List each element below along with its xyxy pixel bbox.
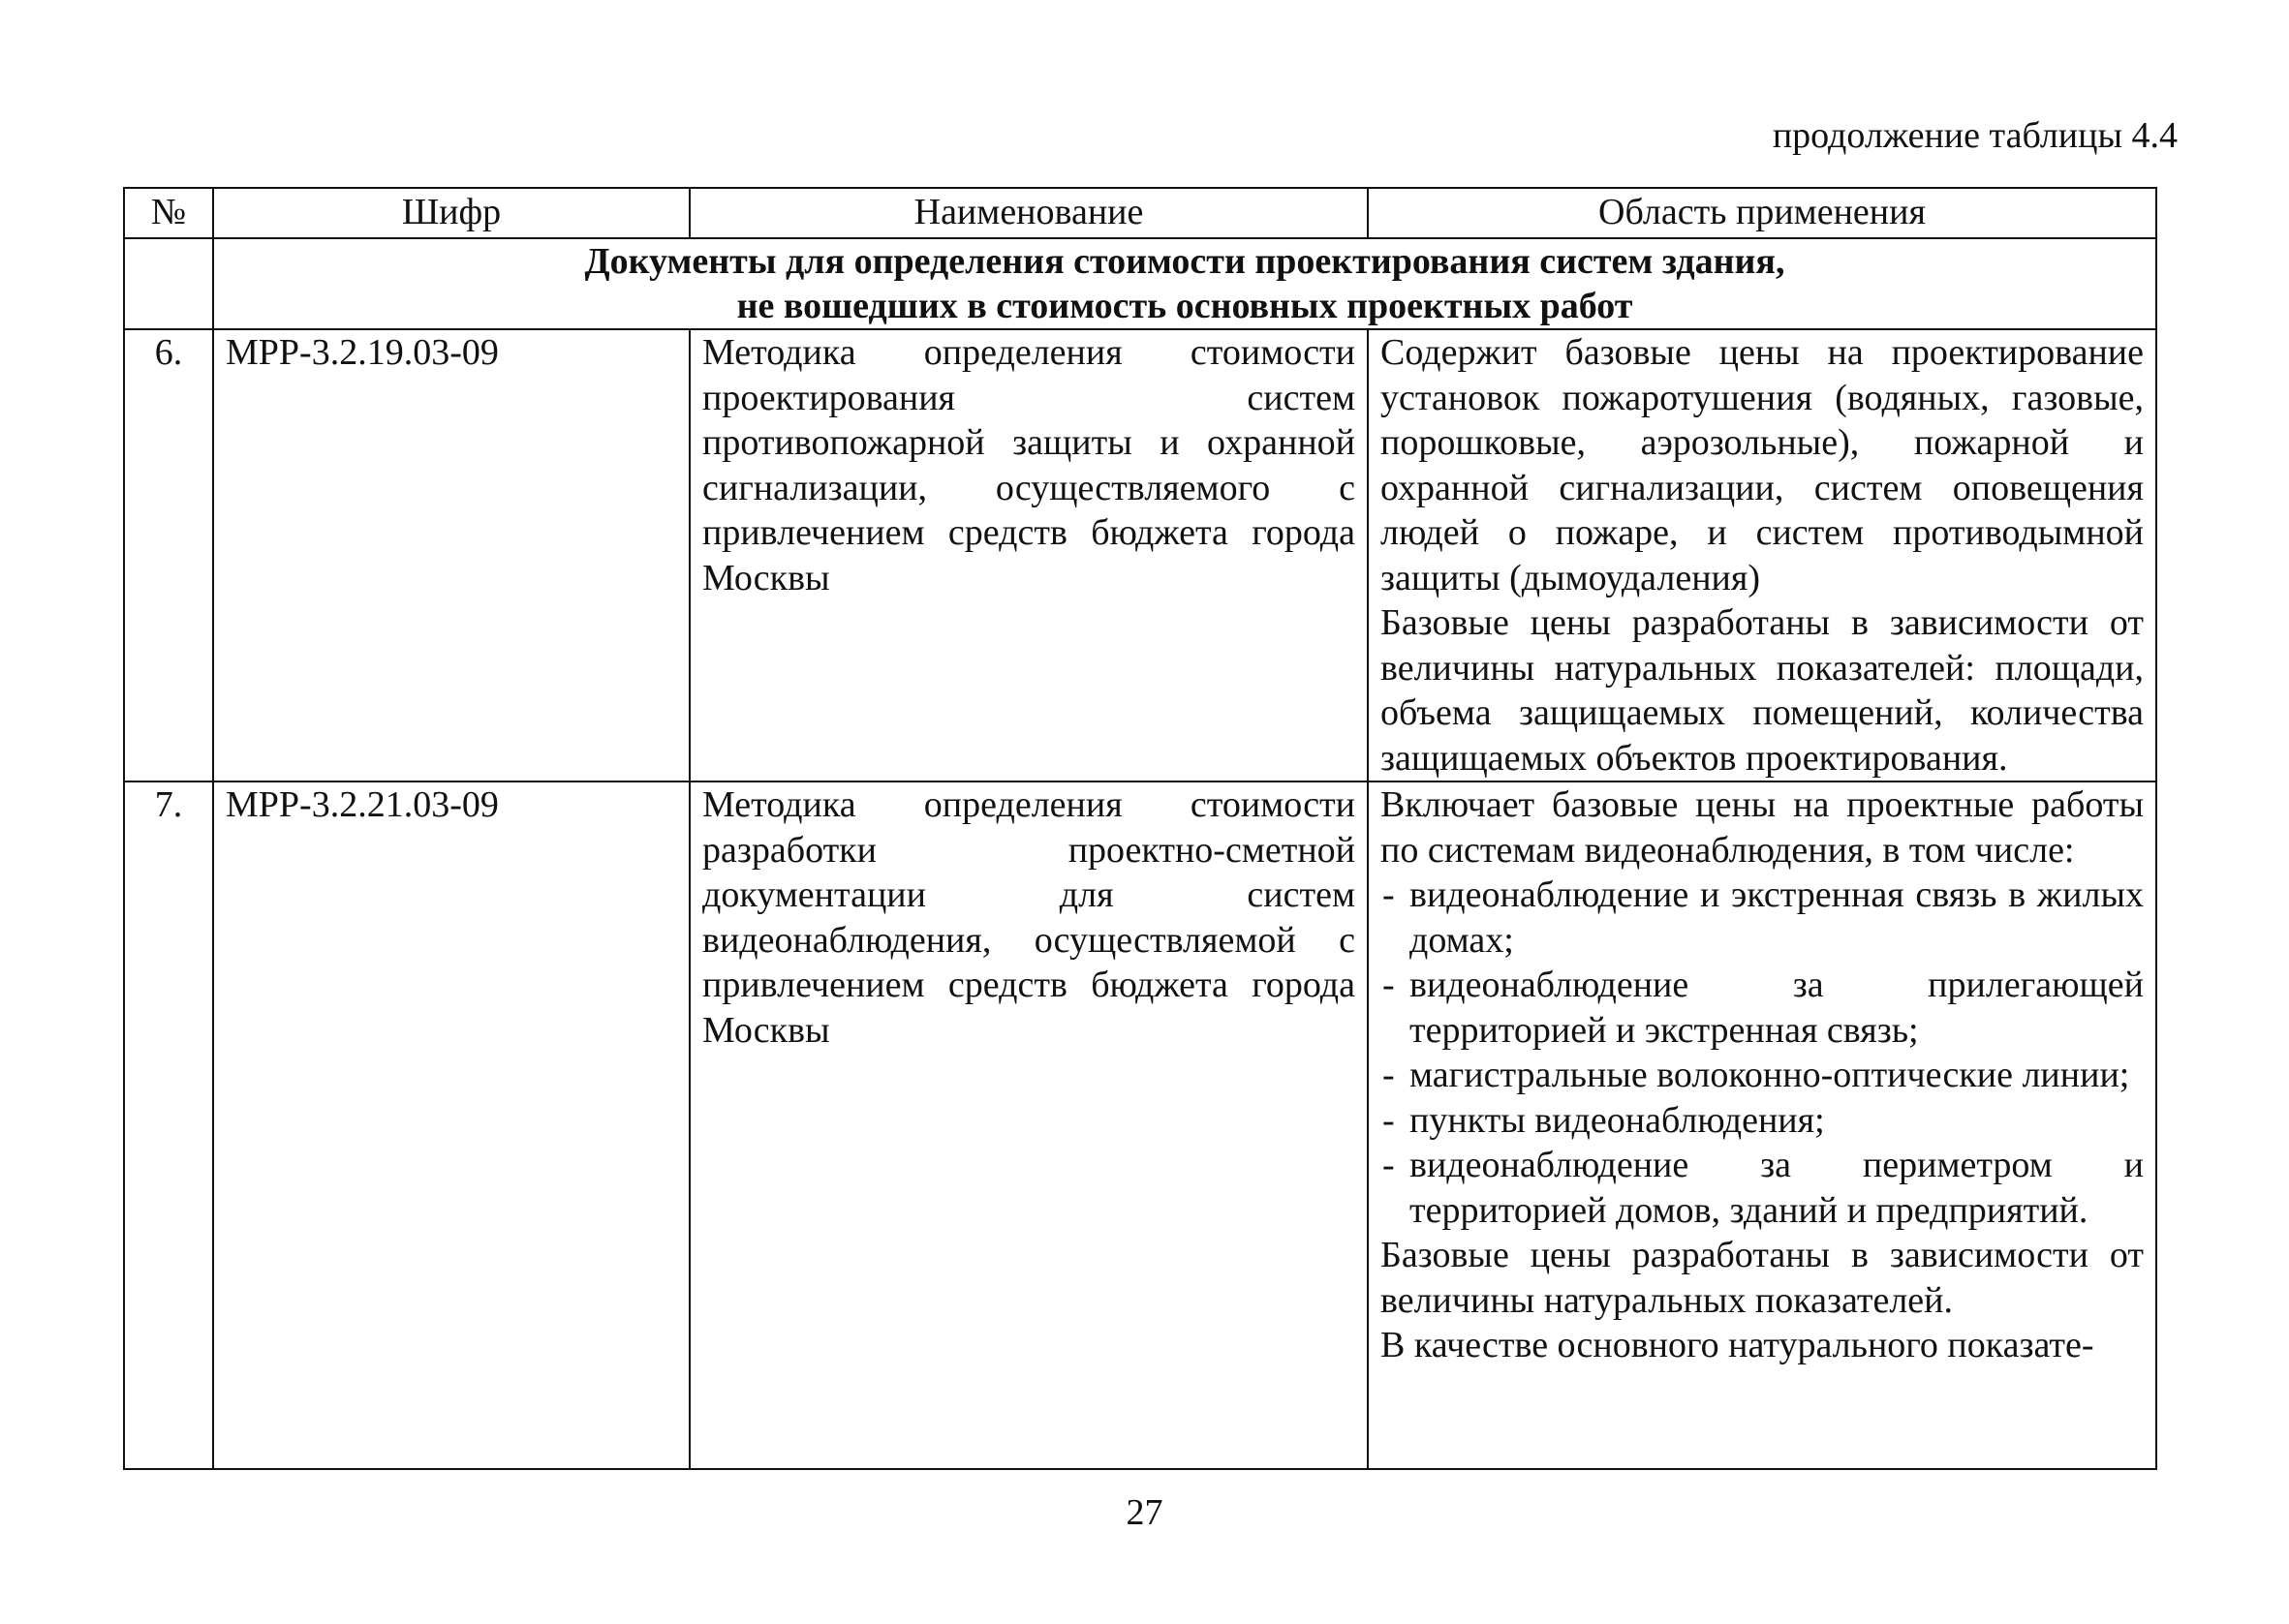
row-code: МРР-3.2.21.03-09 [213,781,690,1469]
bullet-dash: - [1382,1145,1395,1185]
table-row [124,329,2156,781]
header-scope: Область применения [1368,188,2156,238]
list-item: - видеонаблюдение и экстренная связь в жилых домах; [1382,874,2144,961]
table-header-row [124,188,2156,238]
section-empty-cell [124,238,213,329]
row-name: Методика определения стоимости проектирования систем противопожарной защиты и охранной сигнализации, осуществляемого с привлечением средств бюджета города Москвы [690,329,1368,781]
header-number: № [124,188,213,238]
row-number: 6. [124,329,213,781]
bullet-dash: - [1382,1099,1395,1141]
table-row [124,781,2156,1469]
header-code: Шифр [213,188,690,238]
bullet-dash: - [1382,874,1395,915]
section-title-line2: не вошедших в стоимость основных проектных работ [736,286,1633,326]
header-name: Наименование [690,188,1368,238]
section-title-line1: Документы для определения стоимости проектирования систем здания, [584,241,1785,282]
scope-paragraph: Базовые цены разработаны в зависимости от величины натуральных показателей. [1380,1235,2144,1321]
section-title [213,238,2156,329]
bullet-dash: - [1382,965,1395,1005]
scope-bullet-list [1380,873,2144,1233]
scope-paragraph: В качестве основного натурального показате- [1380,1325,2094,1365]
table-continuation-label: продолжение таблицы 4.4 [1772,115,2178,156]
standards-table [123,187,2157,1470]
row-code: МРР-3.2.19.03-09 [213,329,690,781]
page-number: 27 [1126,1492,1163,1533]
row-scope [1368,781,2156,1469]
row-number: 7. [124,781,213,1469]
list-item: - видеонаблюдение за прилегающей территорией и экстренная связь; [1382,965,2144,1051]
scope-paragraph: Базовые цены разработаны в зависимости от величины натуральных показателей: площади, объема защищаемых помещений, количества защищаемых объектов проектирования. [1380,602,2144,779]
bullet-dash: - [1382,1055,1395,1095]
row-scope [1368,329,2156,781]
list-item: - видеонаблюдение за периметром и территорией домов, зданий и предприятий. [1382,1145,2144,1231]
list-item: - пункты видеонаблюдения; [1380,1098,2144,1144]
scope-paragraph: Содержит базовые цены на проектирование установок пожаротушения (водяных, газовые, порошковые, аэрозольные), пожарной и охранной сигнализации, систем оповещения людей о пожаре, и систем противодымной защиты (дымоудаления) [1380,332,2144,598]
scope-paragraph: Включает базовые цены на проектные работы по системам видеонаблюдения, в том числе: [1380,784,2144,871]
section-row [124,238,2156,329]
row-name: Методика определения стоимости разработки проектно-сметной документации для систем видеонаблюдения, осуществляемой с привлечением средств бюджета города Москвы [690,781,1368,1469]
list-item: - магистральные волоконно-оптические линии; [1380,1053,2144,1098]
